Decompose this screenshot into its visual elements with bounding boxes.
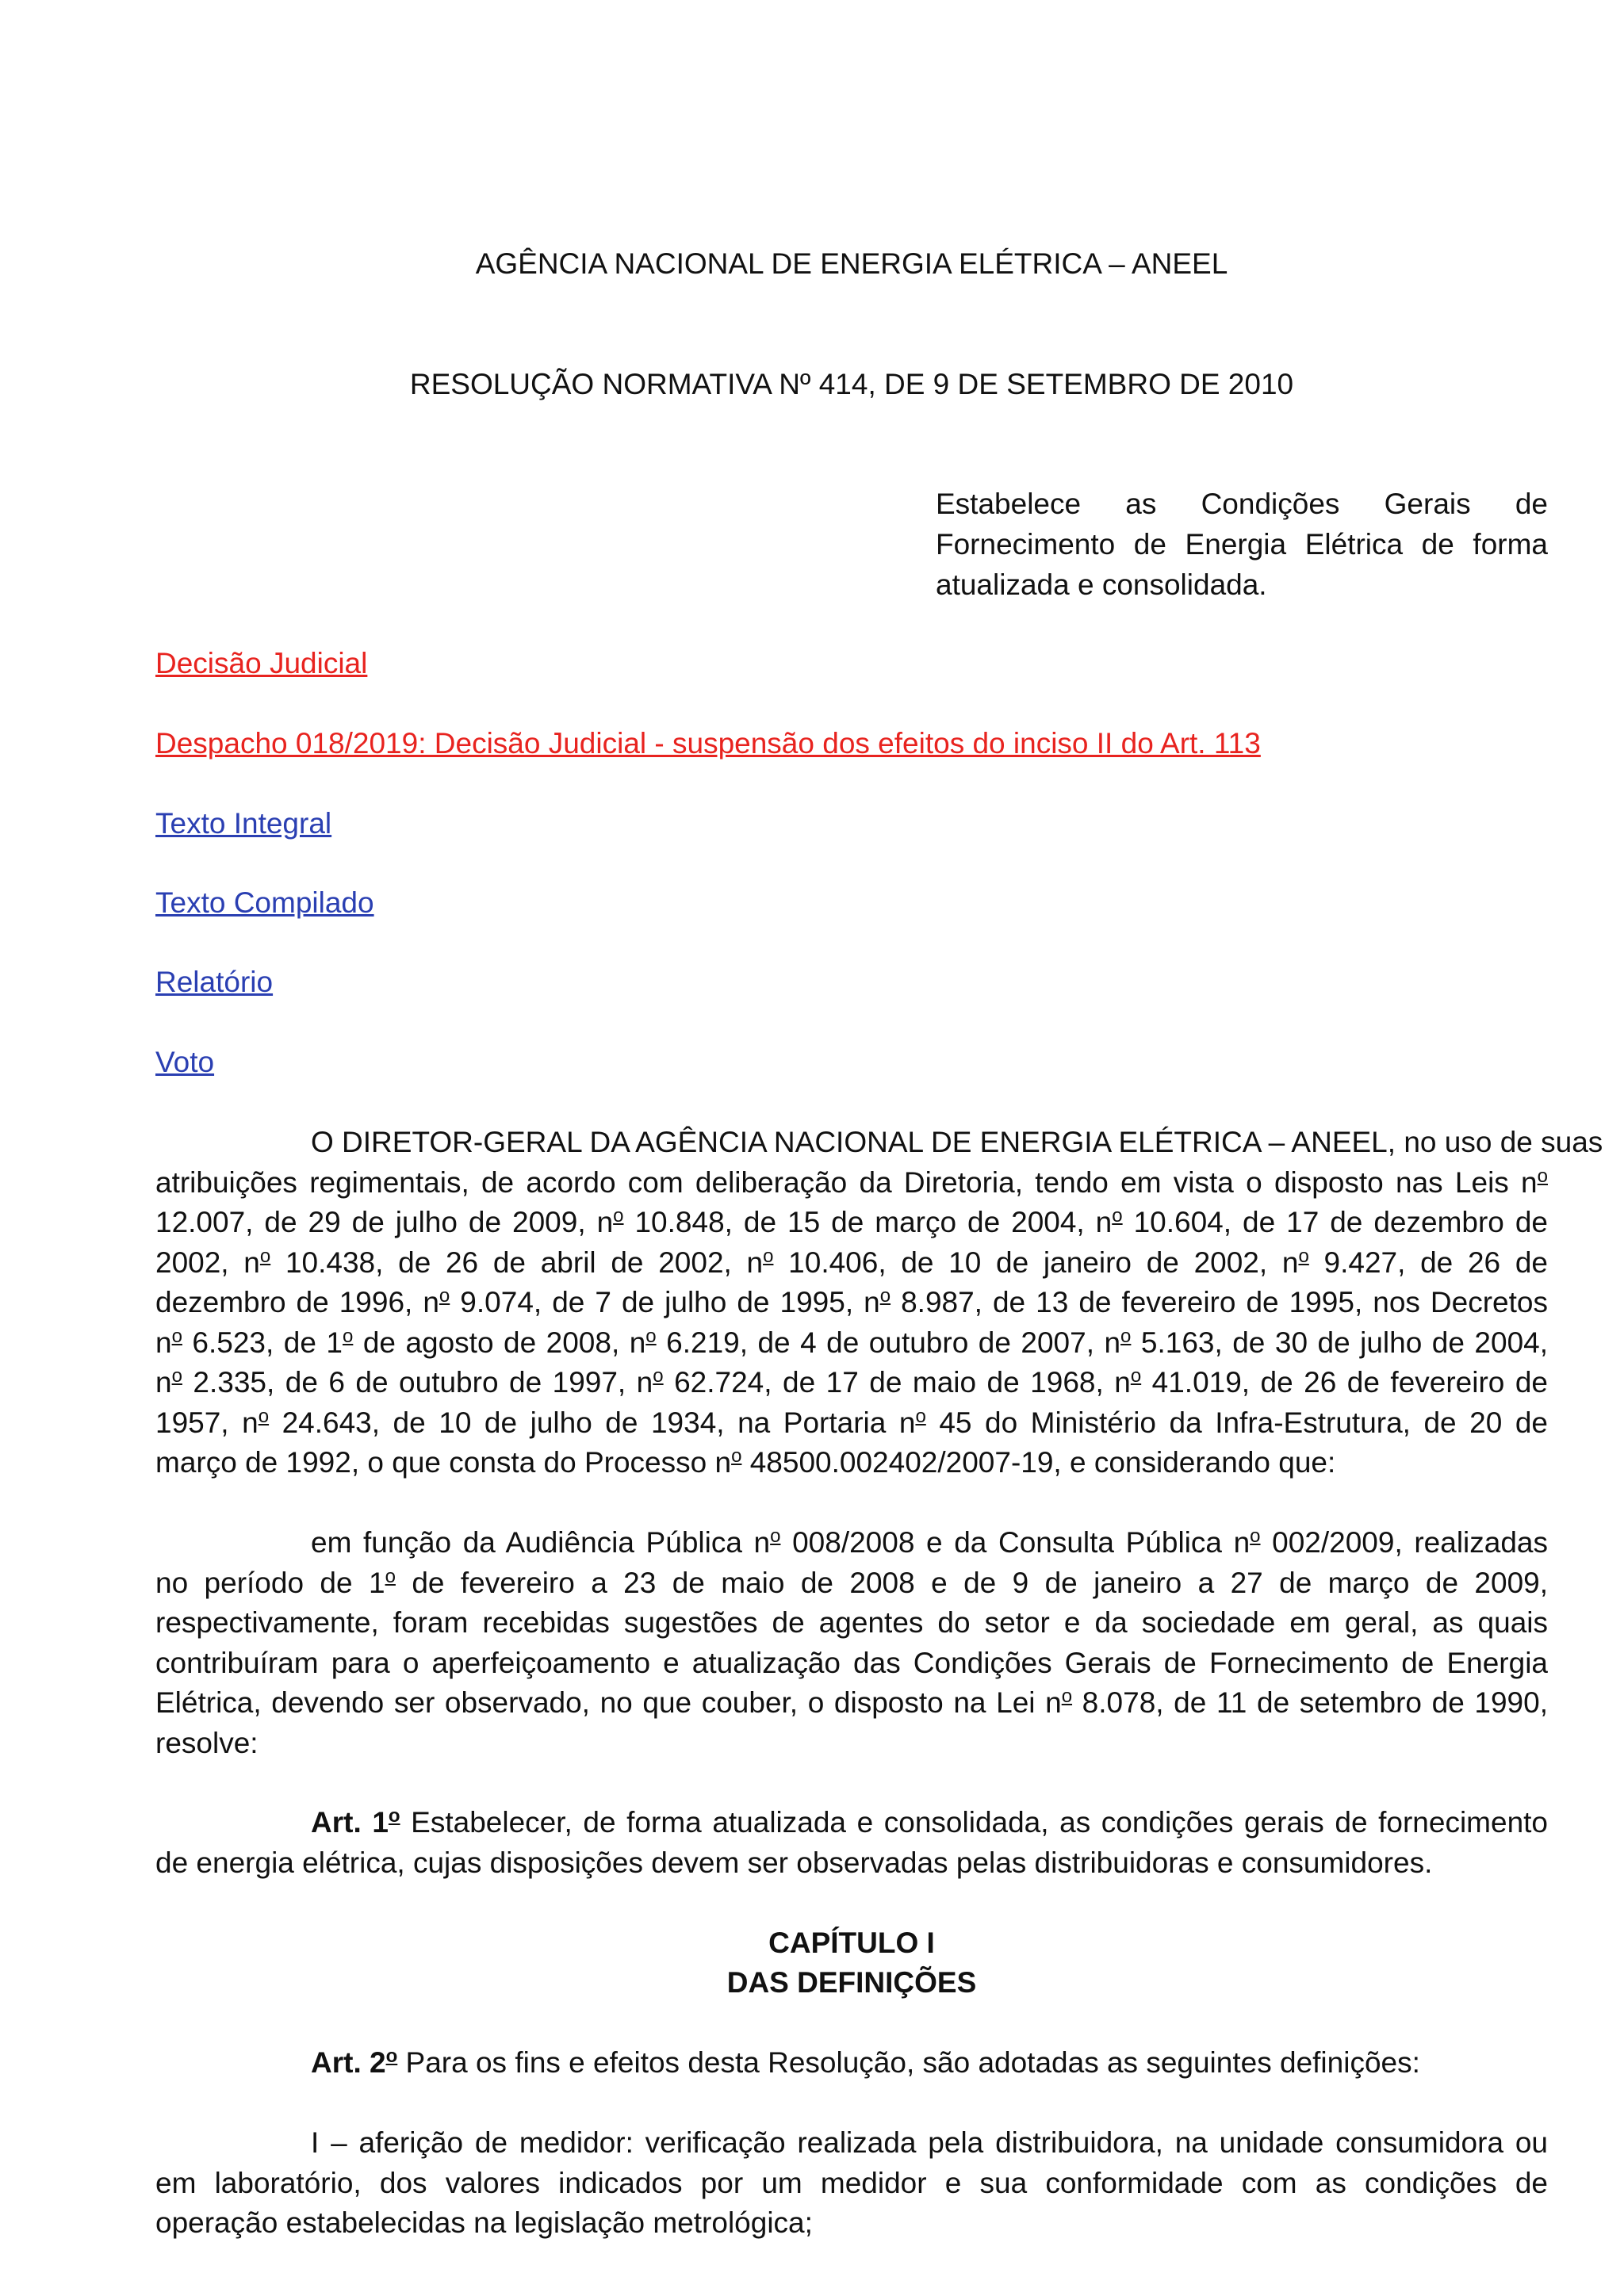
link-texto-integral[interactable]: Texto Integral [155, 807, 332, 840]
preamble-paragraph: O DIRETOR-GERAL DA AGÊNCIA NACIONAL DE ENERGIA ELÉTRICA – ANEEL, no uso de suas atribuições regimentais, de acordo com deliberação da Diretoria, tendo em vista o disposto nas Leis $n^o$ 12.007, de 29 de julho de 2009, $n^o$ 10.848, de 15 de março de 2004, $n^o$ 10.604, de 17 de dezembro de 2002, $n^o$ 10.438, de 26 de abril de 2002, $n^o$ 10.406, de 10 de janeiro de 2002, $n^o$ 9.427, de 26 de dezembro de 1996, $n^o$ 9.074, de 7 de julho de 1995, $n^o$ 8.987, de 13 de fevereiro de 1995, nos Decretos $n^o$ 6.523, de 1$^o$ de agosto de 2008, $n^o$ 6.219, de 4 de outubro de 2007, $n^o$ 5.163, de 30 de julho de 2004, $n^o$ 2.335, de 6 de outubro de 1997, $n^o$ 62.724, de 17 de maio de 1968, $n^o$ 41.019, de 26 de fevereiro de 1957, $n^o$ 24.643, de 10 de julho de 1934, na Portaria $n^o$ 45 do Ministério da Infra-Estrutura, de 20 de março de 1992, o que consta do Processo $n^o$ 48500.002402/2007-19, e considerando que: [155, 1126, 1603, 1479]
chapter-title: DAS DEFINIÇÕES [726, 1966, 977, 1999]
link-despacho-018-2019[interactable]: Despacho 018/2019: Decisão Judicial - suspensão dos efeitos do inciso II do Art. 113 [155, 727, 1261, 760]
ementa [936, 484, 1548, 605]
article-1: Art. 1$^o$ Estabelecer, de forma atualizada e consolidada, as condições gerais de fornecimento de energia elétrica, cujas disposições devem ser observadas pelas distribuidoras e consumidores. [155, 1805, 1549, 1879]
agency-title: AGÊNCIA NACIONAL DE ENERGIA ELÉTRICA – ANEEL [475, 247, 1228, 280]
resolution-title: RESOLUÇÃO NORMATIVA Nº 414, DE 9 DE SETEMBRO DE 2010 [409, 368, 1294, 400]
link-decisao-judicial[interactable]: Decisão Judicial [155, 647, 368, 679]
article-label: Art. 2$^o$ [311, 2045, 398, 2079]
considerando-paragraph: em função da Audiência Pública $n^o$ 008/2008 e da Consulta Pública $n^o$ 002/2009, realizadas no período de 1$^o$ de fevereiro a 23 de maio de 2008 e de 9 de janeiro a 27 de março de 2009, respectivamente, foram recebidas sugestões de agentes do setor e da sociedade em geral, as quais contribuíram para o aperfeiçoamento e atualização das Condições Gerais de Fornecimento de Energia Elétrica, devendo ser observado, no que couber, o disposto na Lei $n^o$ 8.078, de 11 de setembro de 1990, resolve: [155, 1525, 1548, 1759]
link-relatorio[interactable]: Relatório [155, 966, 274, 998]
ementa-line: Fornecimento de Energia Elétrica de forma [936, 528, 1548, 561]
article-label: Art. 1$^o$ [311, 1805, 400, 1839]
article-2: Art. 2$^o$ Para os fins e efeitos desta Resolução, são adotadas as seguintes definições: [311, 2045, 1420, 2079]
link-texto-compilado[interactable]: Texto Compilado [155, 886, 374, 919]
ementa-line: Estabelece as Condições Gerais de [936, 488, 1548, 520]
inciso-i: I – aferição de medidor: verificação realizada pela distribuidora, na unidade consumidora ou em laboratório, dos valores indicados por um medidor e sua conformidade com as condições de operação estabelecidas na legislação metrológica; [155, 2126, 1548, 2239]
chapter-number: CAPÍTULO I [768, 1927, 935, 1959]
ementa-line: atualizada e consolidada. [936, 568, 1267, 601]
link-voto[interactable]: Voto [155, 1046, 215, 1078]
